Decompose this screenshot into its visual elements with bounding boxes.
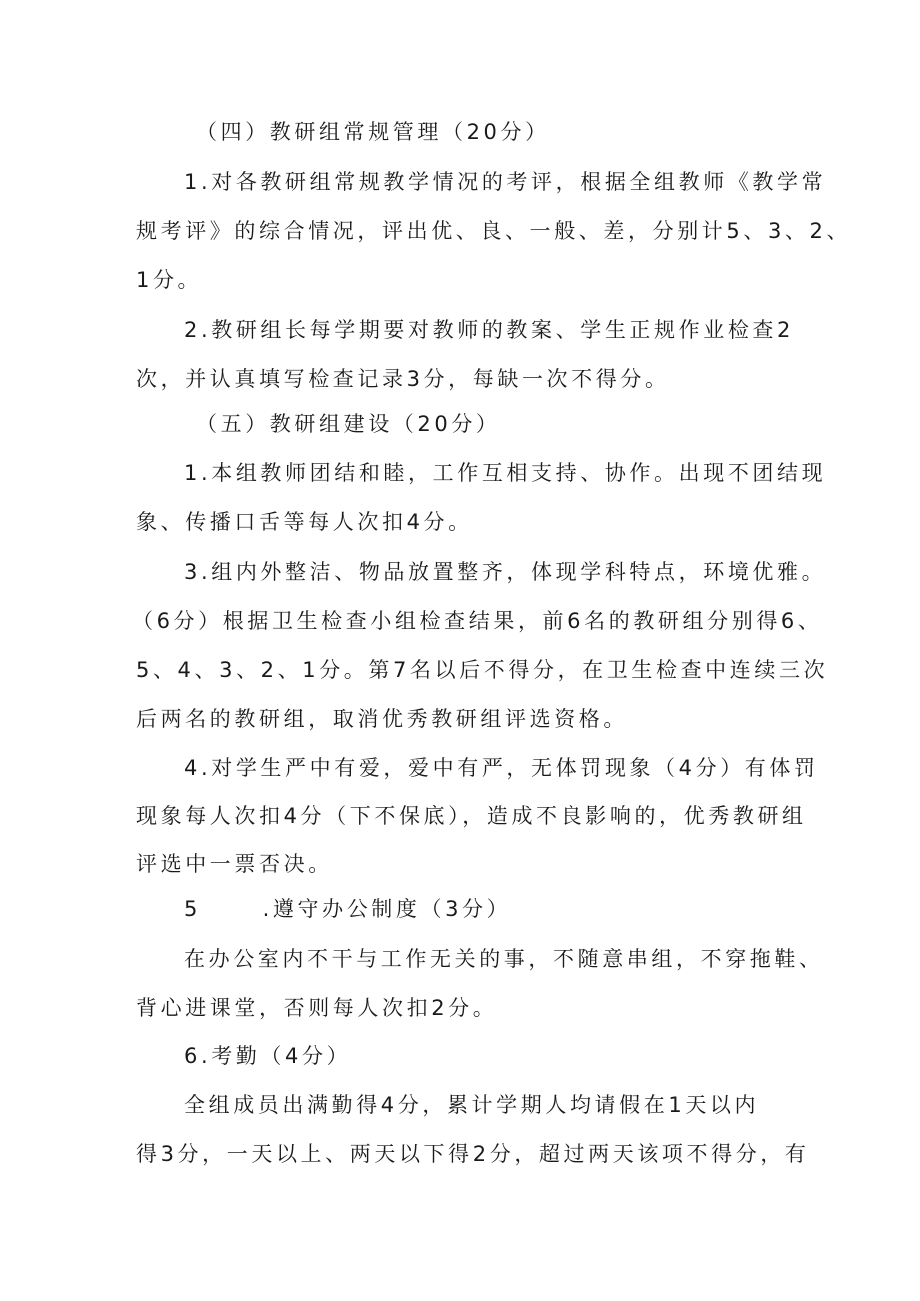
item-heading-office-rules: 5 .遵守办公制度（3分） xyxy=(184,897,512,921)
section-heading-group-building: （五）教研组建设（20分） xyxy=(196,412,501,436)
paragraph-line: 规考评》的综合情况，评出优、良、一般、差，分别计5、3、2、 xyxy=(136,219,852,243)
paragraph-line: 5、4、3、2、1分。第7名以后不得分，在卫生检查中连续三次 xyxy=(136,658,829,682)
paragraph-line: 1分。 xyxy=(136,268,203,292)
paragraph-line: （6分）根据卫生检查小组检查结果，前6名的教研组分别得6、 xyxy=(132,609,823,633)
paragraph-line: 4.对学生严中有爱，爱中有严，无体罚现象（4分）有体罚 xyxy=(184,756,819,780)
paragraph-line: 背心进课堂，否则每人次扣2分。 xyxy=(136,996,498,1020)
paragraph-line: 全组成员出满勤得4分，累计学期人均请假在1天以内 xyxy=(184,1093,760,1117)
paragraph-line: 次，并认真填写检查记录3分，每缺一次不得分。 xyxy=(136,367,670,391)
section-heading-routine-management: （四）教研组常规管理（20分） xyxy=(196,120,550,144)
paragraph-line: 现象每人次扣4分（下不保底），造成不良影响的，优秀教研组 xyxy=(136,804,807,828)
paragraph-line: 象、传播口舌等每人次扣4分。 xyxy=(136,510,473,534)
paragraph-line: 在办公室内不干与工作无关的事，不随意串组，不穿拖鞋、 xyxy=(184,947,824,971)
paragraph-line: 3.组内外整洁、物品放置整齐，体现学科特点，环境优雅。 xyxy=(184,560,827,584)
paragraph-line: 2.教研组长每学期要对教师的教案、学生正规作业检查2 xyxy=(184,318,794,342)
paragraph-line: 得3分，一天以上、两天以下得2分，超过两天该项不得分，有 xyxy=(136,1142,810,1166)
paragraph-line: 评选中一票否决。 xyxy=(136,852,333,876)
paragraph-line: 后两名的教研组，取消优秀教研组评选资格。 xyxy=(136,707,628,731)
item-heading-attendance: 6.考勤（4分） xyxy=(184,1044,352,1068)
paragraph-line: 1.对各教研组常规教学情况的考评，根据全组教师《教学常 xyxy=(184,170,827,194)
paragraph-line: 1.本组教师团结和睦，工作互相支持、协作。出现不团结现 xyxy=(184,461,827,485)
